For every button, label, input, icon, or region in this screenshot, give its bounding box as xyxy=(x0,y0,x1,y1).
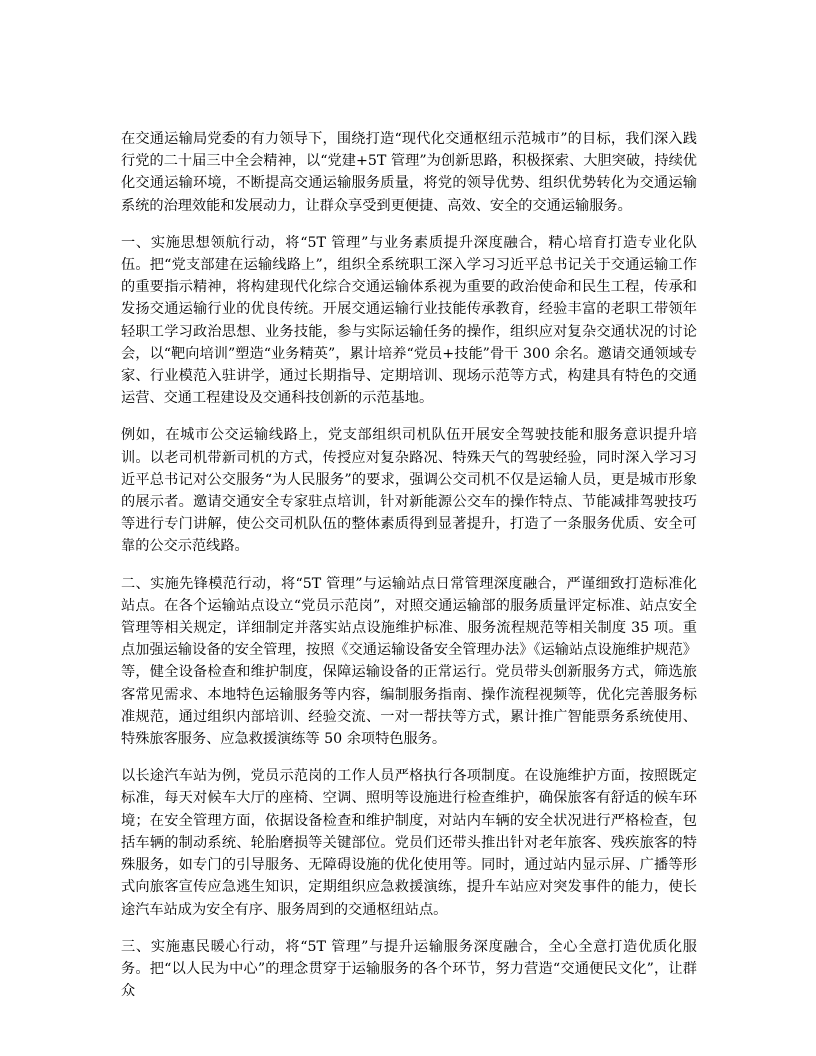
paragraph-section-one: 一、实施思想领航行动，将“5T 管理”与业务素质提升深度融合，精心培育打造专业化队伍。把“党支部建在运输线路上”，组织全系统职工深入学习习近平总书记关于交通运输工作的重要指示精神，将构建现代化综合交通运输体系视为重要的政治使命和民生工程，传承和发扬交通运输行业的优良传统。开展交通运输行业技能传承教育，经验丰富的老职工带领年轻职工学习政治思想、业务技能，参与实际运输任务的操作，组织应对复杂交通状况的讨论会，以“靶向培训”塑造“业务精英”，累计培养“党员+技能”骨干 300 余名。邀请交通领域专家、行业模范入驻讲学，通过长期指导、定期培训、现场示范等方式，构建具有特色的交通运营、交通工程建设及交通科技创新的示范基地。 xyxy=(121,234,697,407)
document-page xyxy=(121,128,697,1017)
paragraph-bus-example: 例如，在城市公交运输线路上，党支部组织司机队伍开展安全驾驶技能和服务意识提升培训。以老司机带新司机的方式，传授应对复杂路况、特殊天气的驾驶经验，同时深入学习习近平总书记对公交服务“为人民服务”的要求，强调公交司机不仅是运输人员，更是城市形象的展示者。邀请交通安全专家驻点培训，针对新能源公交车的操作特点、节能减排驾驶技巧等进行专门讲解，使公交司机队伍的整体素质得到显著提升，打造了一条服务优质、安全可靠的公交示范线路。 xyxy=(121,427,697,555)
paragraph-section-three: 三、实施惠民暖心行动，将“5T 管理”与提升运输服务深度融合，全心全意打造优质化服务。把“以人民为中心”的理念贯穿于运输服务的各个环节，努力营造“交通便民文化”，让群众 xyxy=(121,938,697,1000)
paragraph-station-example: 以长途汽车站为例，党员示范岗的工作人员严格执行各项制度。在设施维护方面，按照既定标准，每天对候车大厅的座椅、空调、照明等设施进行检查维护，确保旅客有舒适的候车环境；在安全管理方面，依据设备检查和维护制度，对站内车辆的安全状况进行严格检查，包括车辆的制动系统、轮胎磨损等关键部位。党员们还带头推出针对老年旅客、残疾旅客的特殊服务，如专门的引导服务、无障碍设施的优化使用等。同时，通过站内显示屏、广播等形式向旅客宣传应急逃生知识，定期组织应急救援演练，提升车站应对突发事件的能力，使长途汽车站成为安全有序、服务周到的交通枢纽站点。 xyxy=(121,768,697,918)
paragraph-section-two: 二、实施先锋模范行动，将“5T 管理”与运输站点日常管理深度融合，严谨细致打造标准化站点。在各个运输站点设立“党员示范岗”，对照交通运输部的服务质量评定标准、站点安全管理等相关规定，详细制定并落实站点设施维护标准、服务流程规范等相关制度 35 项。重点加强运输设备的安全管理，按照《交通运输设备安全管理办法》《运输站点设施维护规范》等，健全设备检查和维护制度，保障运输设备的正常运行。党员带头创新服务方式，筛选旅客常见需求、本地特色运输服务等内容，编制服务指南、操作流程视频等，优化完善服务标准规范，通过组织内部培训、经验交流、一对一帮扶等方式，累计推广智能票务系统使用、特殊旅客服务、应急救援演练等 50 余项特色服务。 xyxy=(121,575,697,748)
paragraph-intro: 在交通运输局党委的有力领导下，围绕打造“现代化交通枢纽示范城市”的目标，我们深入践行党的二十届三中全会精神，以“党建+5T 管理”为创新思路，积极探索、大胆突破，持续优化交通运输环境，不断提高交通运输服务质量，将党的领导优势、组织优势转化为交通运输系统的治理效能和发展动力，让群众享受到更便捷、高效、安全的交通运输服务。 xyxy=(121,131,697,214)
